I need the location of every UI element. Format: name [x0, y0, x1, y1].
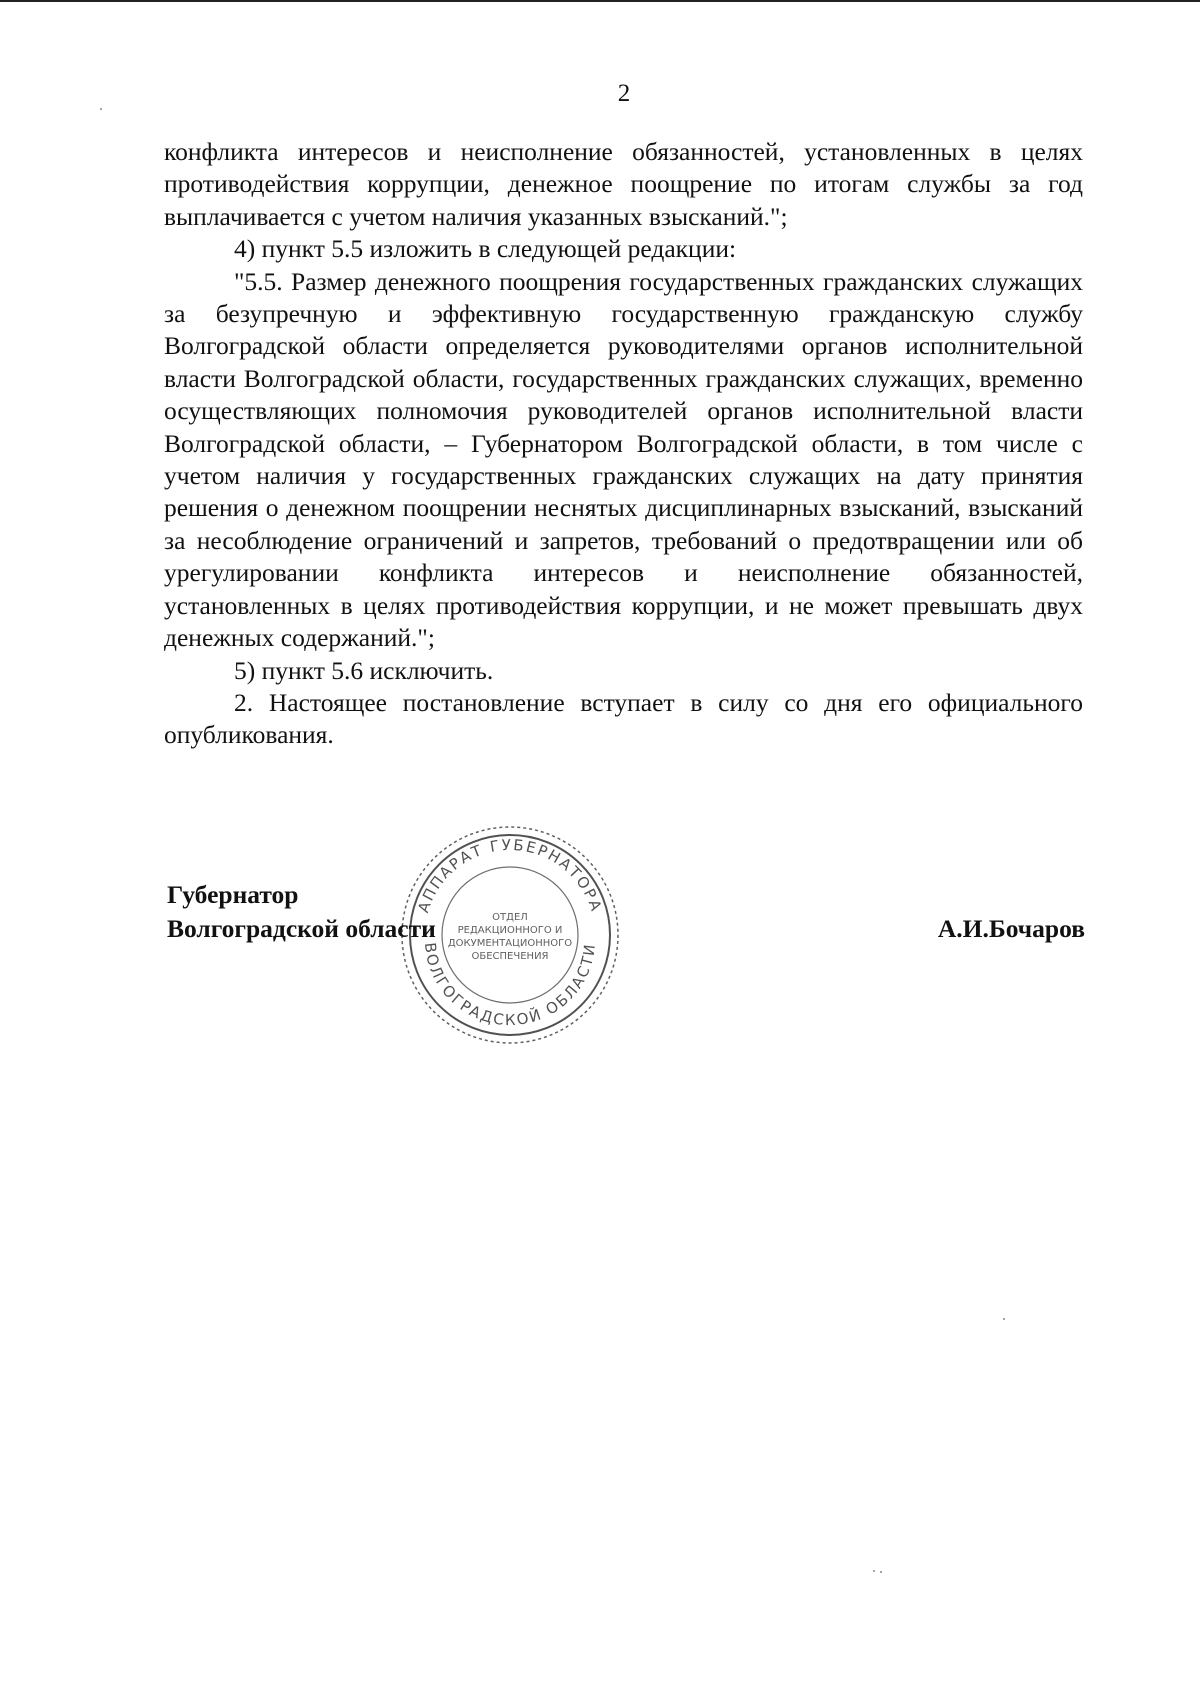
scan-top-edge — [0, 0, 1200, 2]
svg-text:ОТДЕЛ: ОТДЕЛ — [492, 912, 528, 923]
signatory-name: А.И.Бочаров — [937, 914, 1085, 943]
paragraph-effective-date: 2. Настоящее постановление вступает в силу со дня его официального опубликования. — [164, 687, 1083, 750]
paragraph-continuation: конфликта интересов и неисполнение обязанностей, установленных в целях противодействия коррупции, денежное поощрение по итогам службы за год выплачивается с учетом наличия указанных взысканий."; — [164, 137, 1083, 231]
svg-text:ВОЛГОГРАДСКОЙ ОБЛАСТИ: ВОЛГОГРАДСКОЙ ОБЛАСТИ — [420, 941, 600, 1030]
signature-position-line-2: Волгоградской области — [167, 914, 436, 943]
signature-position-line-1: Губернатор — [167, 880, 299, 909]
paragraph-item-5: 5) пункт 5.6 исключить. — [234, 655, 494, 685]
svg-text:РЕДАКЦИОННОГО И: РЕДАКЦИОННОГО И — [457, 925, 563, 936]
svg-text:АППАРАТ ГУБЕРНАТОРА: АППАРАТ ГУБЕРНАТОРА — [414, 835, 606, 915]
paragraph-clause-5-5: "5.5. Размер денежного поощрения государственных гражданских служащих за безупречную и эффективную государственную гражданскую службу Волгоградской области определяется руководителями органов исполнительной власти Волгоградской области, государственных гражданских служащих, временно осуществляющих полномочия руководителей органов исполнительной власти Волгоградской области, – Губернатором Волгоградской области, в том числе с учетом наличия у государственных гражданских служащих на дату принятия решения о денежном поощрении неснятых дисциплинарных взысканий, взысканий за несоблюдение ограничений и запретов, требований о предотвращении или об урегулировании конфликта интересов и неисполнение обязанностей, установленных в целях противодействия коррупции, и не может превышать двух денежных содержаний."; — [164, 266, 1083, 653]
document-body — [164, 136, 1083, 752]
svg-text:ОБЕСПЕЧЕНИЯ: ОБЕСПЕЧЕНИЯ — [471, 951, 549, 962]
page-number: 2 — [617, 80, 631, 107]
paragraph-item-4: 4) пункт 5.5 изложить в следующей редакции: — [234, 234, 737, 264]
svg-text:ДОКУМЕНТАЦИОННОГО: ДОКУМЕНТАЦИОННОГО — [447, 938, 573, 949]
signature-position — [167, 878, 436, 946]
